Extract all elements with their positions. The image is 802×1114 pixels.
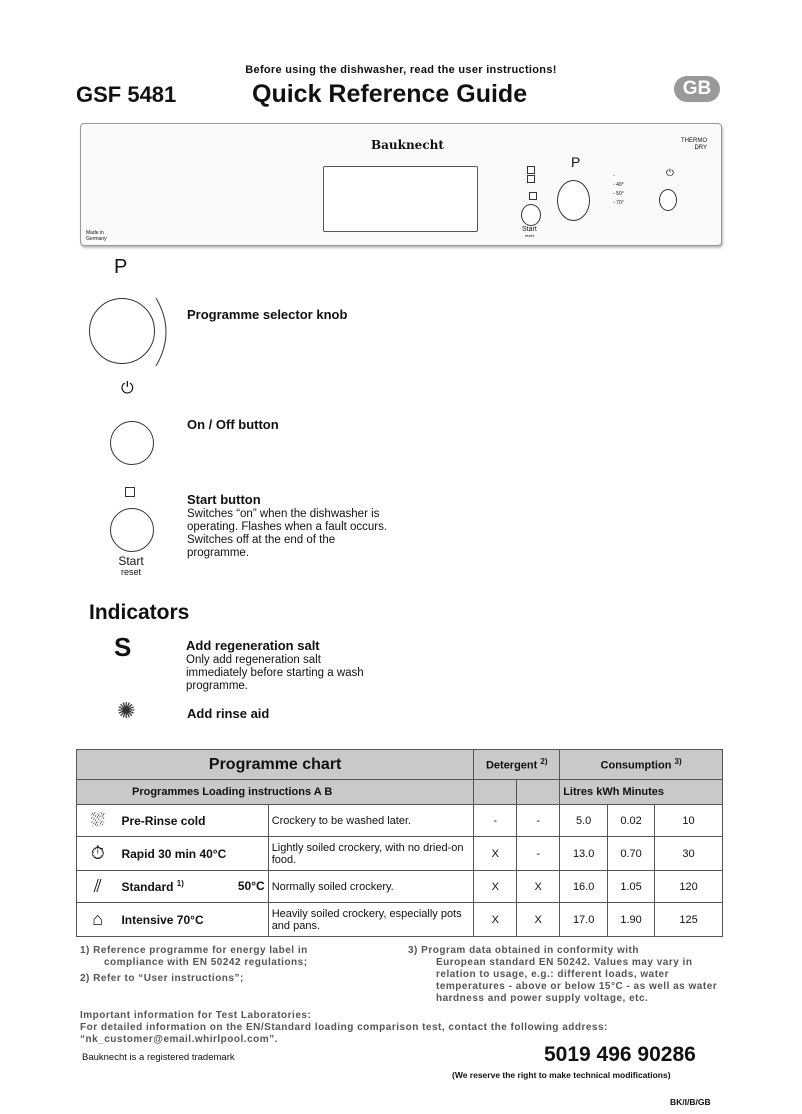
- loading-instructions: Crockery to be washed later.: [268, 805, 474, 837]
- programme-name: Rapid 30 min 40°C: [118, 837, 268, 871]
- onoff-label: On / Off button: [187, 417, 279, 432]
- rapid-30-icon: ⏱: [77, 837, 119, 871]
- detergent-b: -: [517, 805, 560, 837]
- power-icon: ⏻: [121, 380, 134, 397]
- detergent-a: X: [474, 837, 517, 871]
- panel-onoff-button: [659, 189, 677, 211]
- knob-label: Programme selector knob: [187, 307, 348, 322]
- start-description: Switches “on” when the dishwasher is operating. Flashes when a fault occurs. Switches off at the end of the programme.: [187, 508, 388, 559]
- litres: 5.0: [560, 805, 608, 837]
- start-button[interactable]: [110, 508, 154, 552]
- start-led-icon: [125, 487, 135, 497]
- loading-instructions: Normally soiled crockery.: [268, 871, 474, 903]
- detergent-header: Detergent $^{2)}$: [474, 750, 560, 780]
- minutes: 120: [655, 871, 723, 903]
- rotate-arrow-icon: [150, 292, 180, 372]
- brand-logo: Bauknecht: [371, 138, 444, 152]
- panel-knob: [557, 180, 590, 221]
- loading-instructions: Lightly soiled crockery, with no dried-on food.: [268, 837, 474, 871]
- made-in: Made in Germany: [86, 230, 107, 242]
- pre-rinse-icon: ⛆: [77, 805, 119, 837]
- trademark: Bauknecht is a registered trademark: [82, 1052, 235, 1063]
- panel-p-label: P: [571, 154, 581, 170]
- thermo-dry-logo: THERMO DRY: [681, 138, 707, 151]
- footnote-3: 3) Program data obtained in conformity with European standard EN 50242. Values may vary in relation to usage, e.g.: different loads, water temperatures - above or below 15°C - as well as water hardness and power supply voltage, etc.: [408, 945, 718, 1004]
- subheader: Programmes Loading instructions A B: [77, 780, 474, 805]
- consumption-header: Consumption $^{3)}$: [560, 750, 723, 780]
- litres: 16.0: [560, 871, 608, 903]
- control-panel-illustration: [80, 123, 722, 246]
- language-code: BK/I/B/GB: [670, 1097, 711, 1107]
- kwh: 0.70: [608, 837, 655, 871]
- table-row: [77, 903, 723, 937]
- start-led: [529, 192, 537, 200]
- consumption-subheader: Litres kWh Minutes: [560, 780, 723, 805]
- kwh: 1.05: [608, 871, 655, 903]
- programme-name: Intensive 70°C: [118, 903, 268, 937]
- salt-title: Add regeneration salt: [186, 638, 320, 653]
- kwh: 1.90: [608, 903, 655, 937]
- programme-name: Standard $^{1)}$ 50°C: [118, 871, 268, 903]
- detergent-a: X: [474, 903, 517, 937]
- onoff-button[interactable]: [110, 421, 154, 465]
- litres: 17.0: [560, 903, 608, 937]
- display-window: [323, 166, 478, 232]
- panel-start-button: [521, 204, 541, 226]
- detergent-b: X: [517, 871, 560, 903]
- salt-description: Only add regeneration salt immediately before starting a wash programme.: [186, 654, 364, 692]
- start-title: Start button: [187, 492, 261, 507]
- table-row: [77, 871, 723, 903]
- footnote-2: 2) Refer to “User instructions”;: [80, 973, 244, 984]
- standard-icon: ⫽: [77, 871, 119, 903]
- panel-start-label: Start reset: [522, 226, 537, 238]
- power-symbol-icon: ⏻: [666, 168, 674, 179]
- programme-leds: ▫ ▫ 40° ▫ 50° ▫ 70°: [613, 173, 624, 206]
- notice: Before using the dishwasher, read the user instructions!: [245, 64, 557, 76]
- rinse-led: [527, 175, 535, 183]
- indicators-heading: Indicators: [89, 601, 190, 624]
- footnote-1: 1) Reference programme for energy label in compliance with EN 50242 regulations;: [80, 945, 308, 968]
- p-symbol: P: [114, 256, 128, 278]
- detergent-a: X: [474, 871, 517, 903]
- model-number: GSF 5481: [76, 82, 177, 107]
- minutes: 30: [655, 837, 723, 871]
- litres: 13.0: [560, 837, 608, 871]
- detergent-b: -: [517, 837, 560, 871]
- programme-knob[interactable]: [89, 298, 155, 364]
- chart-title: Programme chart: [77, 750, 474, 780]
- test-lab-info: Important information for Test Laboratories: For detailed information on the EN/Standard loading comparison test, contact the following address: “nk_customer@email.whirlpool.com”.: [80, 1010, 608, 1045]
- salt-led: [527, 166, 535, 174]
- intensive-icon: ⌂: [77, 903, 119, 937]
- programme-name: Pre-Rinse cold: [118, 805, 268, 837]
- document-code: 5019 496 90286: [544, 1043, 696, 1066]
- table-row: [77, 837, 723, 871]
- reserve-note: (We reserve the right to make technical modifications): [452, 1070, 671, 1080]
- minutes: 125: [655, 903, 723, 937]
- minutes: 10: [655, 805, 723, 837]
- rinse-title: Add rinse aid: [187, 706, 270, 721]
- page-title: Quick Reference Guide: [252, 80, 528, 108]
- salt-icon: S: [114, 632, 132, 662]
- rinse-aid-icon: ✺: [117, 698, 136, 723]
- kwh: 0.02: [608, 805, 655, 837]
- loading-instructions: Heavily soiled crockery, especially pots and pans.: [268, 903, 474, 937]
- detergent-a: -: [474, 805, 517, 837]
- programme-chart: [76, 749, 723, 937]
- table-row: [77, 805, 723, 837]
- country-badge: GB: [674, 76, 720, 102]
- start-reset-label: Start reset: [118, 554, 144, 577]
- detergent-b: X: [517, 903, 560, 937]
